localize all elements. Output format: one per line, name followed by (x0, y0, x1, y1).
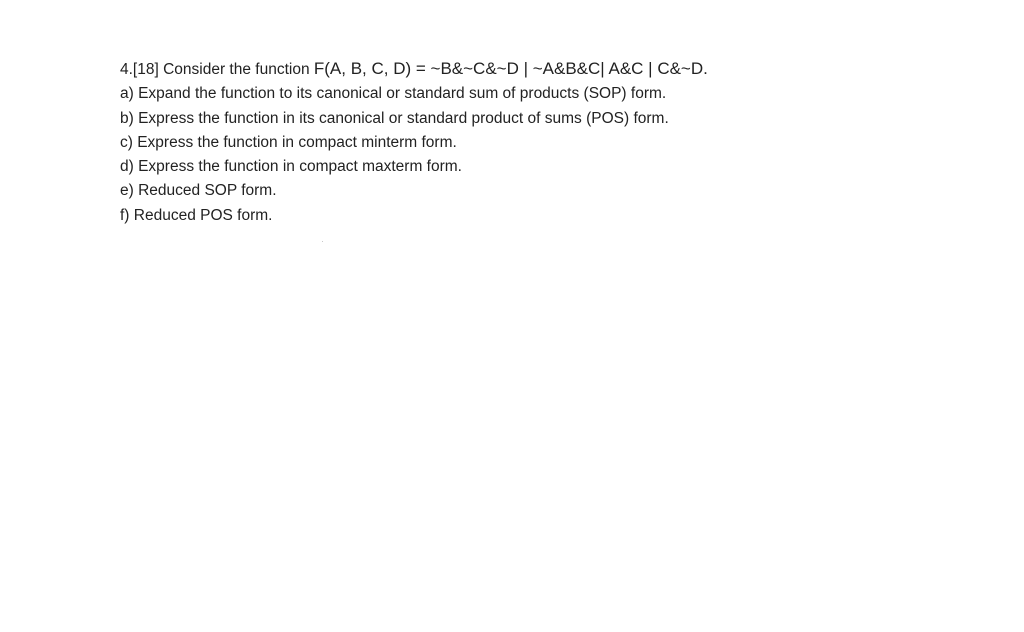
problem-part-f: f) Reduced POS form. (120, 206, 273, 224)
scan-speck (322, 241, 323, 242)
problem-part-d: d) Express the function in compact maxterm form. (120, 158, 462, 176)
problem-statement-lead: 4.[18] Consider the function (120, 61, 314, 78)
problem-function-expression: F(A, B, C, D) = ~B&~C&~D | ~A&B&C| A&C | C&~D. (313, 59, 708, 78)
problem-part-a: a) Expand the function to its canonical or standard sum of products (SOP) form. (120, 85, 667, 103)
problem-block (120, 57, 1000, 228)
problem-part-b: b) Express the function in its canonical or standard product of sums (POS) form. (120, 109, 669, 127)
problem-part-c: c) Express the function in compact minterm form. (120, 133, 457, 151)
problem-statement (120, 57, 1000, 82)
problem-part-e: e) Reduced SOP form. (120, 182, 277, 200)
